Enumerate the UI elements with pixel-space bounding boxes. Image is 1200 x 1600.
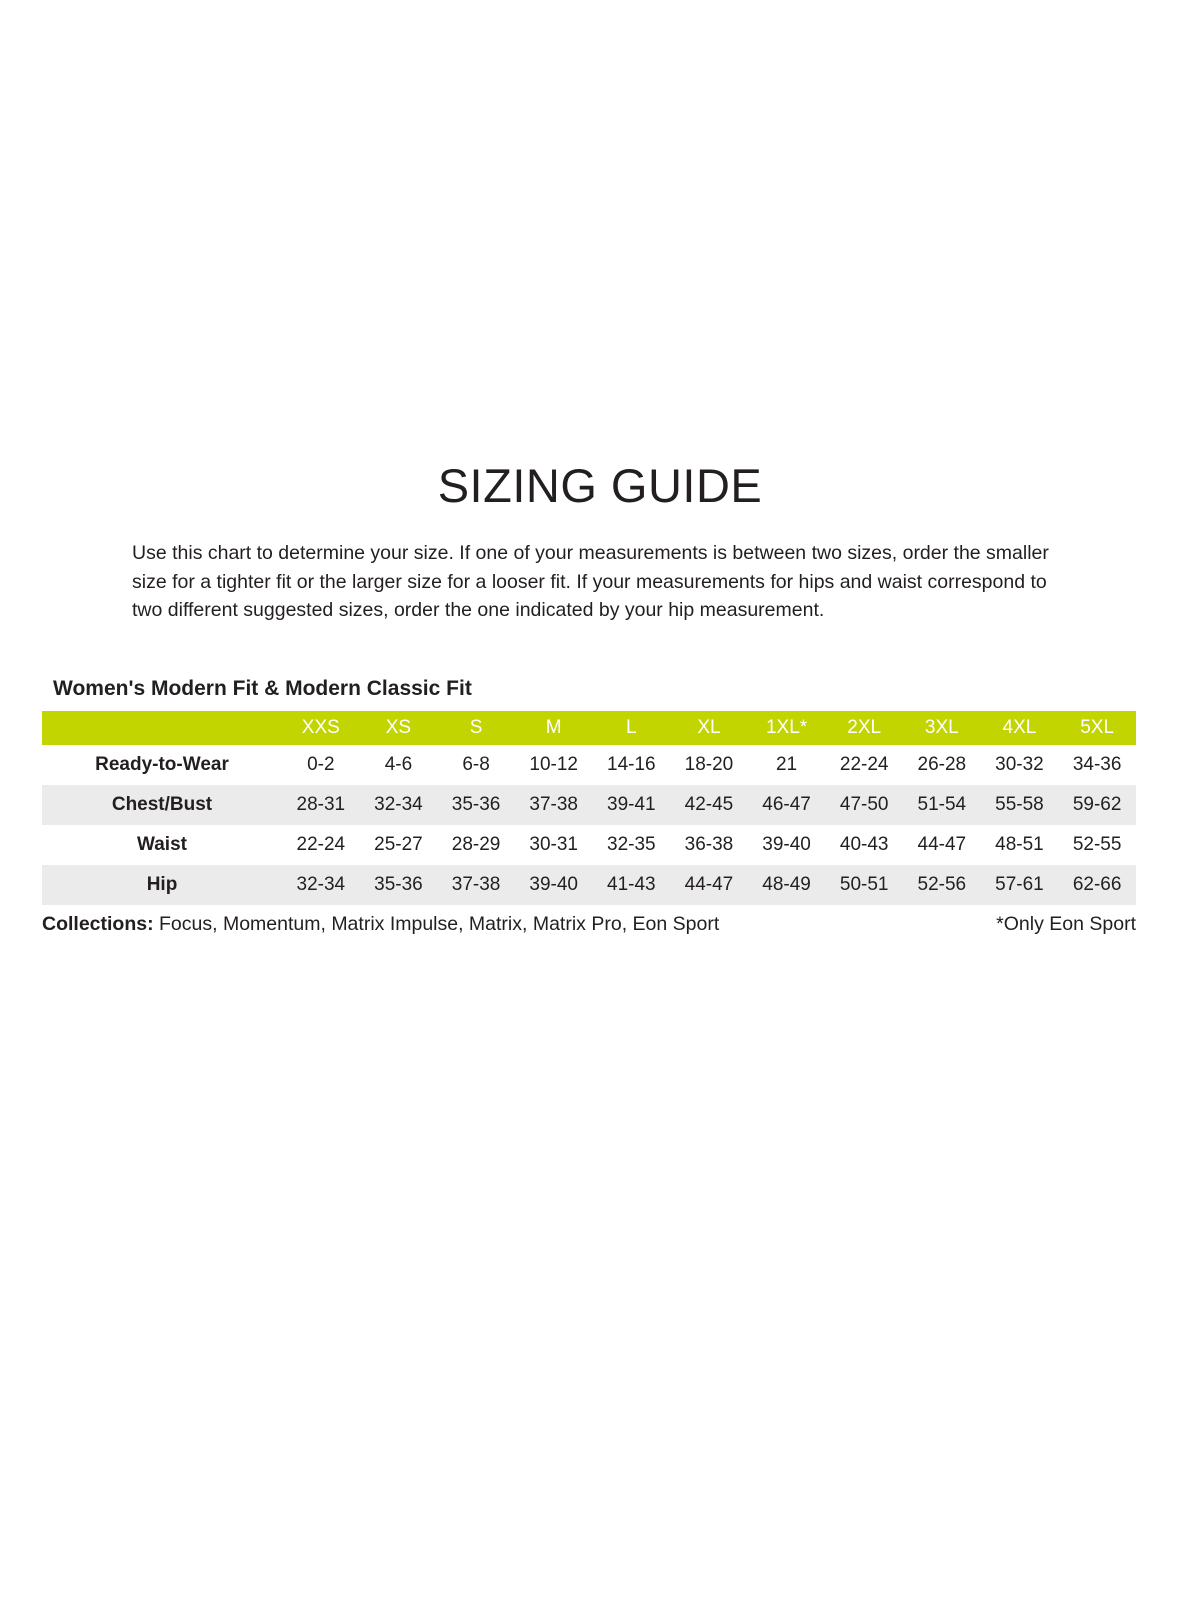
page-title: SIZING GUIDE [437, 459, 763, 512]
size-column-header: XXS [282, 711, 360, 745]
table-cell: 39-41 [607, 793, 656, 815]
size-column-header: 2XL [825, 711, 903, 745]
table-cell: 48-51 [995, 833, 1044, 855]
table-cell: 48-49 [762, 873, 811, 895]
size-column-header: L [593, 711, 671, 745]
table-cell: 44-47 [684, 873, 734, 895]
table-cell: 6-8 [462, 753, 490, 775]
footnote: *Only Eon Sport [996, 912, 1136, 935]
header-empty-cell [42, 711, 282, 745]
table-cell: 0-2 [307, 753, 335, 775]
table-cell: 37-38 [529, 793, 578, 815]
table-cell: 52-56 [917, 873, 967, 895]
table-cell: 57-61 [995, 873, 1044, 895]
collections-label: Collections: [42, 912, 154, 935]
table-cell: 28-31 [296, 793, 346, 815]
table-cell: 18-20 [684, 753, 734, 775]
size-column-header: S [437, 711, 515, 745]
row-label: Ready-to-Wear [95, 753, 229, 775]
table-cell: 50-51 [839, 873, 889, 895]
table-cell: 32-35 [607, 833, 656, 855]
table-cell: 14-16 [607, 753, 656, 775]
size-column-header: 1XL* [748, 711, 826, 745]
table-cell: 51-54 [917, 793, 967, 815]
table-cell: 40-43 [839, 833, 889, 855]
table-cell: 21 [775, 753, 798, 775]
table-cell: 30-31 [529, 833, 578, 855]
table-cell: 34-36 [1072, 753, 1122, 775]
table-cell: 52-55 [1072, 833, 1122, 855]
table-row-chest-bust [42, 785, 1136, 825]
table-row-waist [42, 825, 1136, 865]
table-cell: 25-27 [374, 833, 423, 855]
table-cell: 26-28 [917, 753, 967, 775]
table-cell: 32-34 [296, 873, 346, 895]
intro-text: Use this chart to determine your size. If one of your measurements is between two sizes, order the smaller size for a tighter fit or the larger size for a looser fit. If your measurements for hips and waist correspond to two different suggested sizes, order the one indicated by your hip measurement. [132, 542, 1049, 622]
table-row-hip [42, 865, 1136, 905]
table-cell: 4-6 [384, 753, 413, 775]
table-cell: 10-12 [529, 753, 578, 775]
size-column-header: M [515, 711, 593, 745]
table-cell: 35-36 [374, 873, 423, 895]
table-cell: 41-43 [607, 873, 656, 895]
section-heading: Women's Modern Fit & Modern Classic Fit [53, 676, 472, 700]
table-cell: 36-38 [684, 833, 734, 855]
table-cell: 39-40 [529, 873, 578, 895]
row-label: Hip [146, 873, 178, 895]
size-column-header: 4XL [981, 711, 1059, 745]
size-column-header: XS [360, 711, 438, 745]
table-cell: 32-34 [374, 793, 423, 815]
collections-value: Focus, Momentum, Matrix Impulse, Matrix, Matrix Pro, Eon Sport [159, 912, 720, 935]
content-area [42, 677, 1136, 936]
table-cell: 42-45 [684, 793, 734, 815]
table-cell: 47-50 [839, 793, 889, 815]
size-column-header: 5XL [1058, 711, 1136, 745]
row-label: Chest/Bust [111, 793, 213, 815]
table-cell: 55-58 [995, 793, 1044, 815]
table-cell: 37-38 [451, 873, 501, 895]
collections-line [42, 913, 719, 936]
table-cell: 22-24 [839, 753, 889, 775]
table-cell: 39-40 [762, 833, 811, 855]
size-column-header: 3XL [903, 711, 981, 745]
table-cell: 44-47 [917, 833, 967, 855]
table-cell: 62-66 [1072, 873, 1122, 895]
table-cell: 28-29 [451, 833, 501, 855]
row-label: Waist [137, 833, 187, 855]
table-header-row [42, 711, 1136, 745]
table-row-ready-to-wear [42, 745, 1136, 785]
size-column-header: XL [670, 711, 748, 745]
table-cell: 30-32 [995, 753, 1044, 775]
table-cell: 22-24 [296, 833, 346, 855]
table-cell: 46-47 [762, 793, 811, 815]
table-cell: 59-62 [1072, 793, 1122, 815]
table-footer [42, 913, 1136, 936]
table-cell: 35-36 [451, 793, 501, 815]
sizing-table [42, 711, 1136, 905]
